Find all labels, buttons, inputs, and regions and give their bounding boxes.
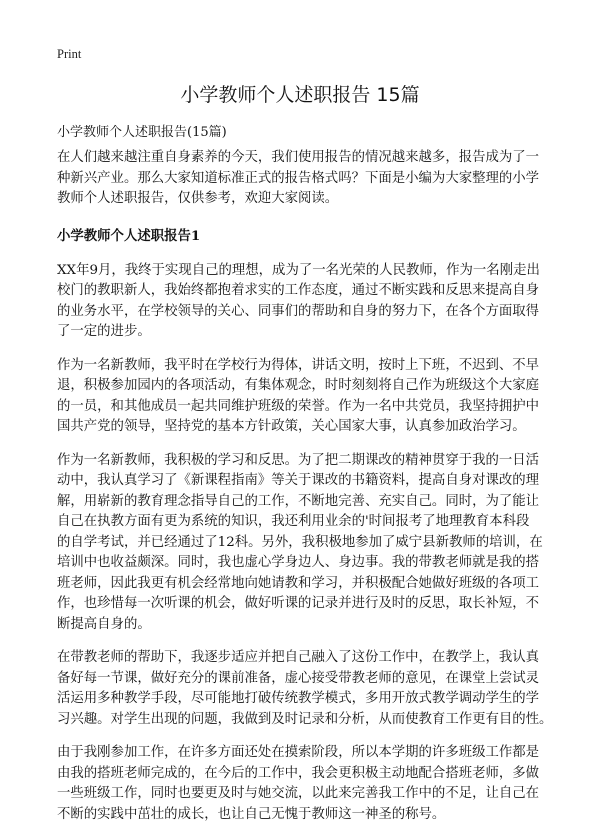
text-line: 作，也珍惜每一次听课的机会，做好听课的记录并进行及时的反思，取长补短，不	[57, 596, 540, 611]
text-line: 退，积极参加园内的各项活动，有集体观念，时时刻刻将自己作为班级这个大家庭	[57, 378, 540, 393]
print-label: Print	[57, 47, 82, 61]
text-line: 备好每一节课，做好充分的课前准备，虚心接受带教老师的意见，在课堂上尝试灵	[57, 670, 540, 686]
text-line: 习兴趣。对学生出现的问题，我做到及时记录和分析，从而使教育工作更有目的性。	[57, 711, 553, 727]
body-paragraph	[57, 261, 553, 343]
text-line: 一些班级工作，同时也要更及时与她交流，以此来完善我工作中的不足，让自己在	[57, 786, 540, 801]
text-line: 班老师，因此我更有机会经常地向她请教和学习，并积极配合她做好班级的各项工	[57, 575, 540, 591]
text-line: 校门的教职新人，我始终都抱着求实的工作态度，通过不断实践和反思来提高自身	[57, 283, 540, 298]
text-line: 在人们越来越注重自身素养的今天，我们使用报告的情况越来越多，报告成为了一	[57, 150, 540, 165]
text-line: 由我的搭班老师完成的，在今后的工作中，我会更积极主动地配合搭班老师，多做	[57, 765, 540, 781]
body-paragraph	[57, 356, 553, 438]
text-line: 断提高自身的。	[57, 616, 151, 632]
intro-paragraph	[57, 148, 553, 210]
text-line: 解，用崭新的教育理念指导自己的工作，不断地完善、充实自己。同时，为了能让	[57, 493, 540, 509]
text-line: 了一定的进步。	[57, 324, 151, 339]
text-line: 活运用多种教学手段，尽可能地打破传统教学模式，多用开放式教学调动学生的学	[57, 691, 540, 706]
text-line: 作为一名新教师，我积极的学习和反思。为了把二期课改的精神贯穿于我的一日活	[57, 452, 540, 468]
text-line: 的自学考试，并已经通过了12科。另外，我积极地参加了威宁县新教师的培训，在	[57, 534, 543, 550]
text-line: 作为一名新教师，我平时在学校行为得体，讲话文明，按时上下班，不迟到、不早	[57, 357, 540, 373]
text-line: 的业务水平，在学校领导的关心、同事们的帮助和自身的努力下，在各个方面取得	[57, 303, 540, 319]
document-body	[57, 148, 553, 825]
body-paragraph	[57, 743, 553, 825]
document-subtitle: 小学教师个人述职报告(15篇)	[57, 125, 227, 140]
text-line: 种新兴产业。那么大家知道标准正式的报告格式吗？下面是小编为大家整理的小学	[57, 170, 540, 186]
text-line: 的一员，和其他成员一起共同维护班级的荣誉。作为一名中共党员，我坚持拥护中	[57, 398, 540, 414]
text-line: 教师个人述职报告，仅供参考，欢迎大家阅读。	[57, 191, 339, 206]
text-line: 自己在执教方面有更为系统的知识，我还利用业余的'时间报考了地理教育本科段	[57, 514, 530, 529]
text-line: 培训中也收益颇深。同时，我也虚心学身边人、身边事。我的带教老师就是我的搭	[57, 555, 540, 570]
text-line: 由于我刚参加工作，在许多方面还处在摸索阶段，所以本学期的许多班级工作都是	[57, 745, 540, 760]
section-heading: 小学教师个人述职报告1	[57, 227, 201, 244]
text-line: 不断的实践中茁壮的成长，也让自己无愧于教师这一神圣的称号。	[57, 806, 446, 822]
body-paragraph	[57, 648, 553, 730]
text-line: XX年9月，我终于实现自己的理想，成为了一名光荣的人民教师，作为一名刚走出	[57, 262, 540, 278]
document-title: 小学教师个人述职报告 15篇	[180, 84, 420, 106]
body-paragraph	[57, 451, 553, 636]
text-line: 动中，我认真学习了《新课程指南》等关于课改的书籍资料，提高自身对课改的理	[57, 473, 540, 488]
text-line: 国共产党的领导，坚持党的基本方针政策，关心国家大事，认真参加政治学习。	[57, 419, 526, 434]
text-line: 在带教老师的帮助下，我逐步适应并把自己融入了这份工作中，在教学上，我认真	[57, 650, 540, 665]
